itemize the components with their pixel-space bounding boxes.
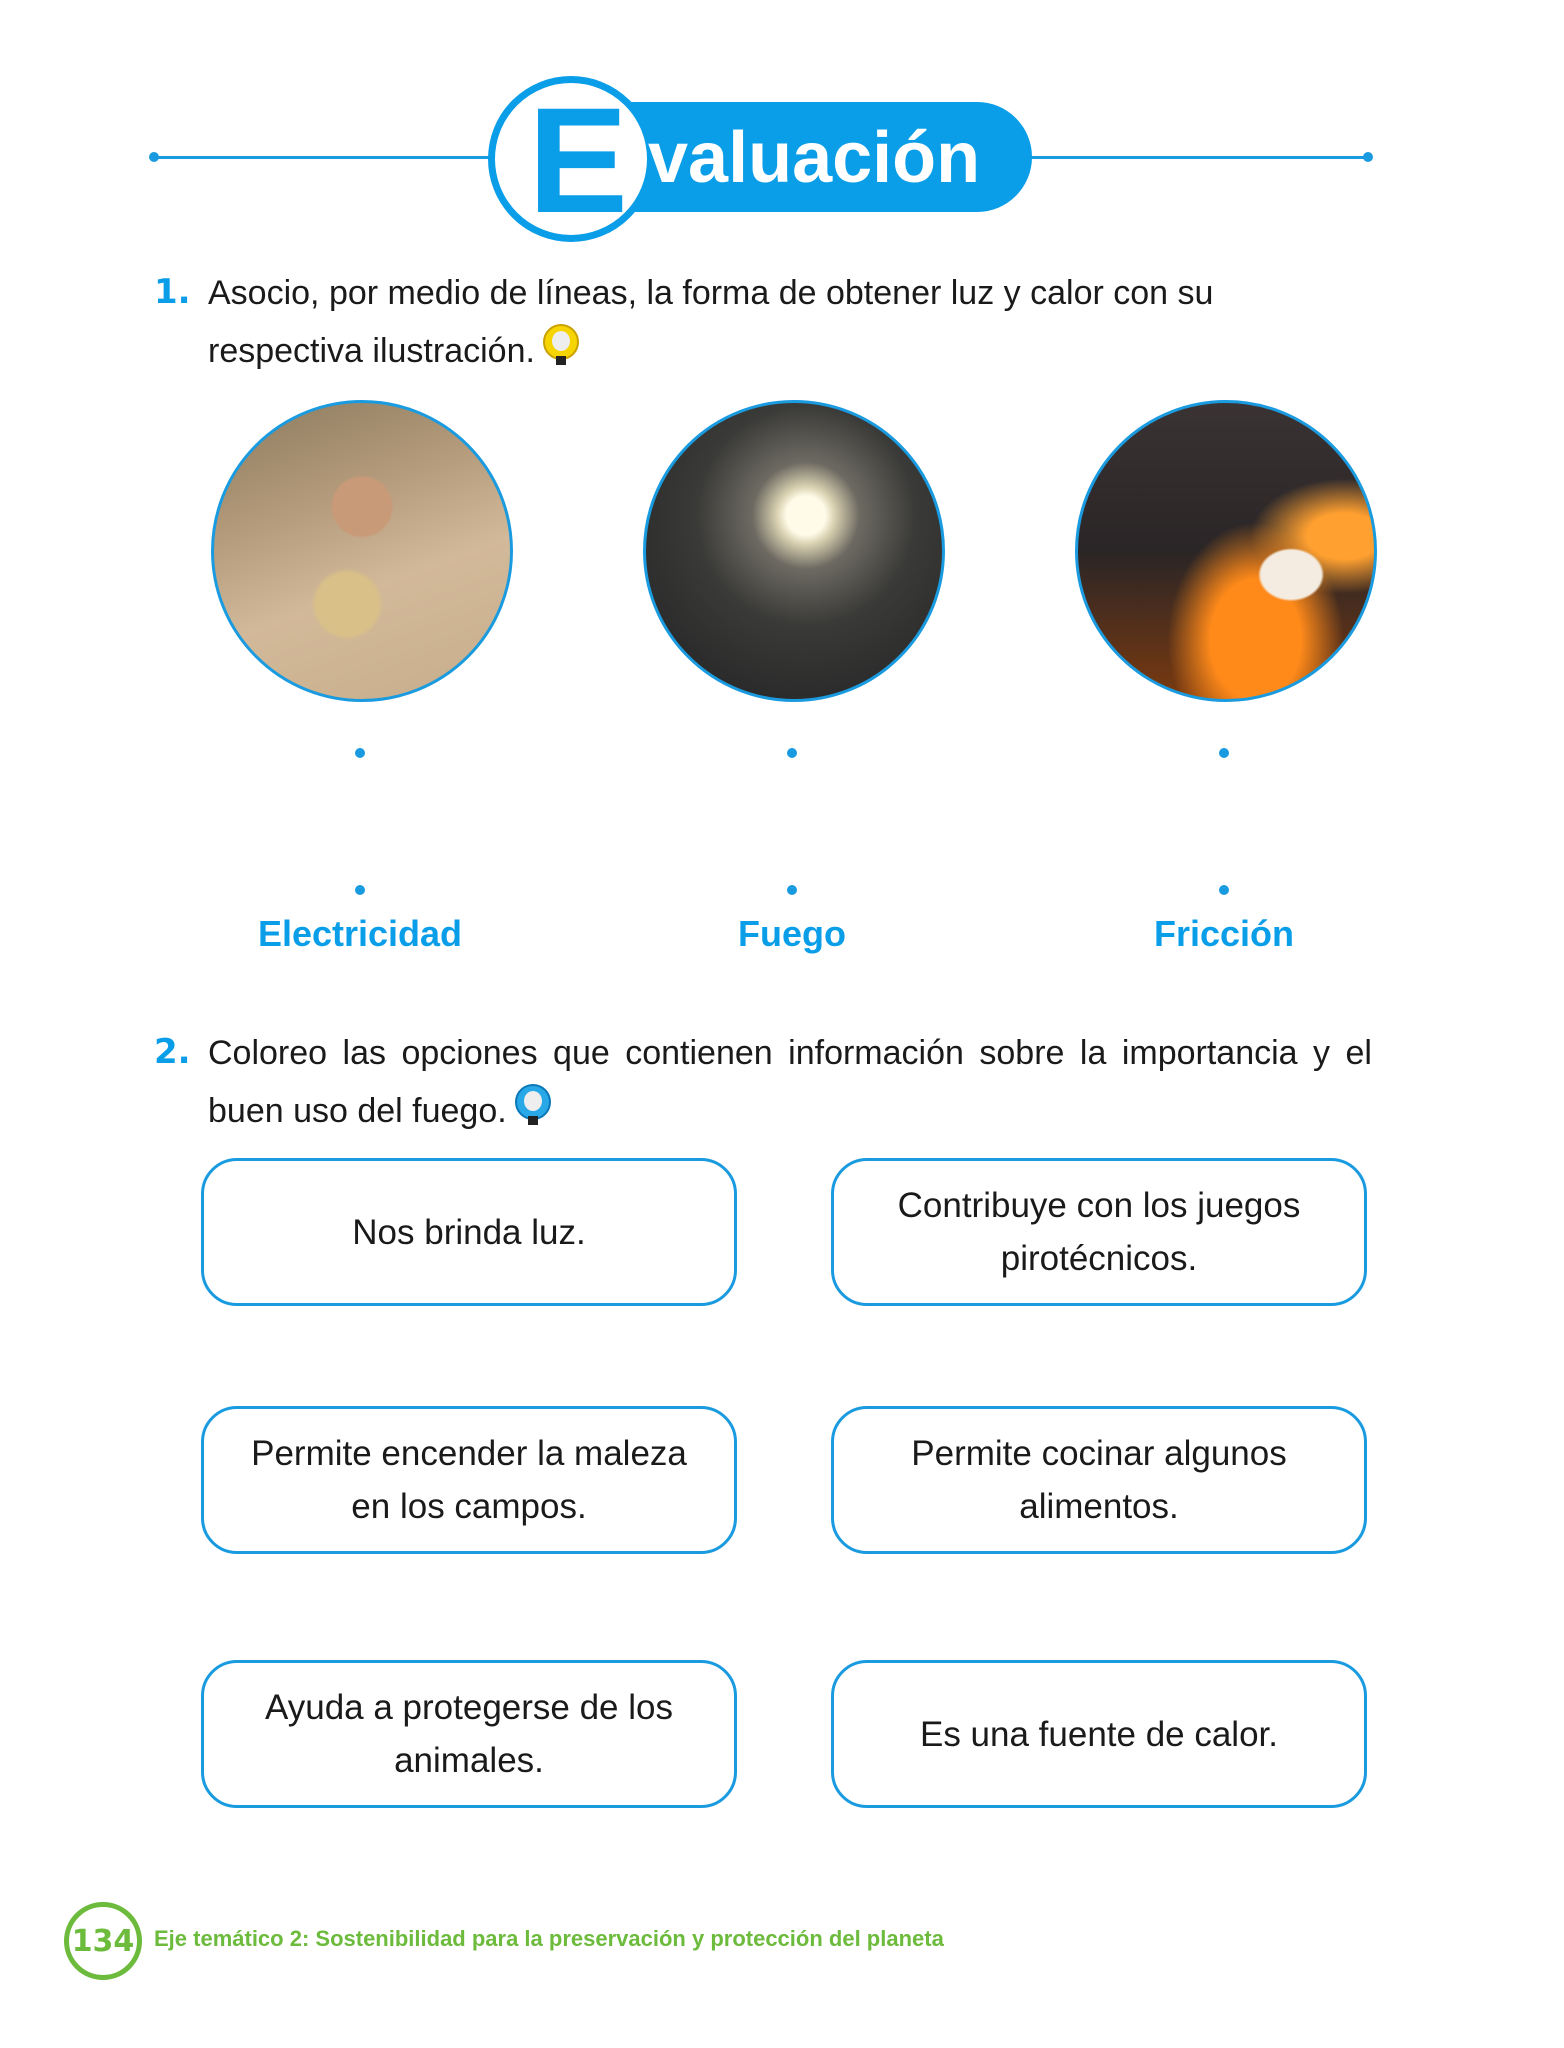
image-dot-3[interactable] (1219, 748, 1229, 758)
header-line-left (154, 156, 494, 159)
header-line-right (1030, 156, 1368, 159)
label-dot-2[interactable] (787, 885, 797, 895)
label-dot-1[interactable] (355, 885, 365, 895)
lightbulb-icon (513, 1084, 553, 1128)
marshmallow-over-fire-image (1075, 400, 1377, 702)
page-number: 134 (64, 1902, 142, 1980)
option-box[interactable]: Es una fuente de calor. (831, 1660, 1367, 1808)
question-1-text: Asocio, por medio de líneas, la forma de obtener luz y calor con su respectiva ilustración. (208, 274, 1214, 370)
question-2-text: Coloreo las opciones que contienen información sobre la importancia y el buen uso del fuego. (208, 1034, 1372, 1130)
label-fuego: Fuego (738, 913, 846, 954)
question-1-number: 1. (154, 272, 191, 312)
hands-rubbing-stones-image (211, 400, 513, 702)
label-electricidad: Electricidad (257, 913, 463, 954)
header-dot-right (1363, 152, 1373, 162)
option-box[interactable]: Nos brinda luz. (201, 1158, 737, 1306)
lightbulb-icon (541, 324, 581, 368)
image-dot-1[interactable] (355, 748, 365, 758)
option-box[interactable]: Permite cocinar algunos alimentos. (831, 1406, 1367, 1554)
label-dot-3[interactable] (1219, 885, 1229, 895)
option-box[interactable]: Contribuye con los juegos pirotécnicos. (831, 1158, 1367, 1306)
option-box[interactable]: Ayuda a protegerse de los animales. (201, 1660, 737, 1808)
footer-text: Eje temático 2: Sostenibilidad para la preservación y protección del planeta (154, 1926, 944, 1951)
option-box[interactable]: Permite encender la maleza en los campos. (201, 1406, 737, 1554)
question-2-number: 2. (154, 1032, 191, 1072)
image-dot-2[interactable] (787, 748, 797, 758)
header-dot-left (149, 152, 159, 162)
header-initial: E (528, 76, 629, 244)
page-title: valuación (648, 118, 981, 198)
label-friccion: Fricción (1153, 913, 1295, 954)
spotlight-image (643, 400, 945, 702)
